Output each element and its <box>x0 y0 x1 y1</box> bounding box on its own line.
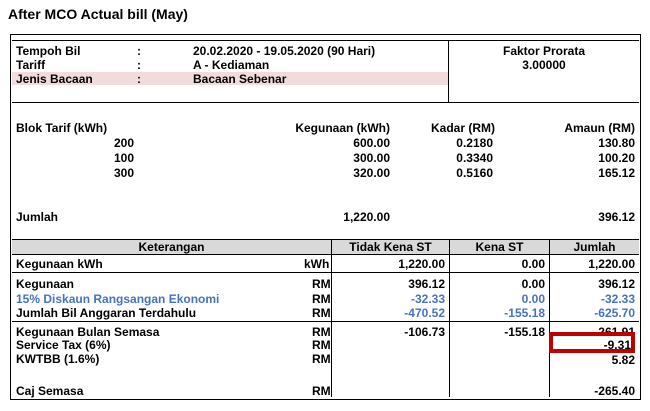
caj-semasa-label: Caj Semasa <box>16 384 84 398</box>
summary-row-4-jumlah: -625.70 <box>594 306 635 320</box>
summary-row-3-unit: RM <box>312 292 331 306</box>
summary-header-tidak: Tidak Kena ST <box>349 240 432 254</box>
summary-row-1-tidak: 1,220.00 <box>398 257 445 271</box>
block-row-2-kegunaan: 300.00 <box>353 151 390 165</box>
info-sep-jenis: : <box>137 72 141 86</box>
summary-row-6-jumlah: -9.31 <box>603 338 631 352</box>
factor-label: Faktor Prorata <box>502 44 586 58</box>
summary-row-4-tidak: -470.52 <box>404 306 445 320</box>
summary-mid-rule <box>12 321 639 322</box>
col-divider-1 <box>331 239 332 397</box>
summary-row-5-jumlah: -261.91 <box>594 325 635 339</box>
block-row-2-kadar: 0.3340 <box>456 151 493 165</box>
info-top-rule <box>12 40 639 41</box>
info-sep-tempoh: : <box>137 44 141 58</box>
summary-row-2-jumlah: 396.12 <box>598 277 635 291</box>
block-row-2-blok: 100 <box>113 151 134 165</box>
block-row-3-kadar: 0.5160 <box>456 166 493 180</box>
info-value-tempoh: 20.02.2020 - 19.05.2020 (90 Hari) <box>193 44 376 58</box>
summary-row-2-unit: RM <box>312 277 331 291</box>
summary-row1-rule <box>12 272 639 273</box>
summary-row-5-label: Kegunaan Bulan Semasa <box>16 325 160 339</box>
block-total-amaun: 396.12 <box>598 210 635 224</box>
summary-row-1-unit: kWh <box>304 257 330 271</box>
summary-row-6-unit: RM <box>312 338 331 352</box>
page-title: After MCO Actual bill (May) <box>8 6 188 22</box>
col-divider-3 <box>549 239 550 397</box>
info-bottom-rule <box>12 102 639 103</box>
block-row-3-kegunaan: 320.00 <box>353 166 390 180</box>
summary-row-2-tidak: 396.12 <box>408 277 445 291</box>
block-header-kadar: Kadar (RM) <box>430 121 495 135</box>
block-row-2-amaun: 100.20 <box>598 151 635 165</box>
info-label-tariff: Tariff <box>16 58 46 72</box>
service-tax-highlight-box <box>549 332 635 353</box>
summary-row-3-label: 15% Diskaun Rangsangan Ekonomi <box>16 292 220 306</box>
info-value-tariff: A - Kediaman <box>193 58 270 72</box>
summary-row-6-label: Service Tax (6%) <box>16 338 111 352</box>
summary-row-7-jumlah: 5.82 <box>611 353 635 367</box>
info-label-tempoh: Tempoh Bil <box>16 44 81 58</box>
caj-semasa-unit: RM <box>312 384 331 398</box>
summary-row-1-jumlah: 1,220.00 <box>588 257 635 271</box>
summary-row-5-tidak: -106.73 <box>404 325 445 339</box>
summary-row-7-label: KWTBB (1.6%) <box>16 352 100 366</box>
summary-row-3-kena: 0.00 <box>521 292 545 306</box>
block-total-kegunaan: 1,220.00 <box>343 210 390 224</box>
block-row-1-kadar: 0.2180 <box>456 136 493 150</box>
summary-row-4-label: Jumlah Bil Anggaran Terdahulu <box>16 306 197 320</box>
summary-header-jumlah: Jumlah <box>573 240 616 254</box>
block-row-3-amaun: 165.12 <box>598 166 635 180</box>
summary-row-1-label: Kegunaan kWh <box>16 257 103 271</box>
block-row-1-kegunaan: 600.00 <box>353 136 390 150</box>
summary-row-3-jumlah: -32.33 <box>600 292 635 306</box>
info-label-jenis: Jenis Bacaan <box>16 72 93 86</box>
summary-row-4-kena: -155.18 <box>504 306 545 320</box>
block-header-amaun: Amaun (RM) <box>564 121 635 135</box>
summary-row-2-kena: 0.00 <box>521 277 545 291</box>
summary-row-4-unit: RM <box>312 306 331 320</box>
summary-row-2-label: Kegunaan <box>16 277 75 291</box>
summary-row-5-unit: RM <box>312 325 331 339</box>
summary-row-3-tidak: -32.33 <box>410 292 445 306</box>
col-divider-2 <box>449 239 450 397</box>
block-row-1-blok: 200 <box>113 136 134 150</box>
caj-semasa-jumlah: -265.40 <box>594 384 635 398</box>
block-row-1-amaun: 130.80 <box>598 136 635 150</box>
summary-header-keterangan: Keterangan <box>138 240 205 254</box>
summary-header-kena: Kena ST <box>475 240 524 254</box>
factor-value: 3.00000 <box>522 58 566 72</box>
info-divider <box>448 40 449 102</box>
block-total-label: Jumlah <box>16 210 59 224</box>
block-row-3-blok: 300 <box>113 166 134 180</box>
summary-row-7-unit: RM <box>312 352 331 366</box>
info-sep-tariff: : <box>137 58 141 72</box>
summary-row-1-kena: 0.00 <box>521 257 545 271</box>
summary-header-rule <box>12 254 639 255</box>
block-header-kegunaan: Kegunaan (kWh) <box>295 121 390 135</box>
summary-row-5-kena: -155.18 <box>504 325 545 339</box>
info-value-jenis: Bacaan Sebenar <box>193 72 287 86</box>
block-header-blok: Blok Tarif (kWh) <box>16 121 108 135</box>
